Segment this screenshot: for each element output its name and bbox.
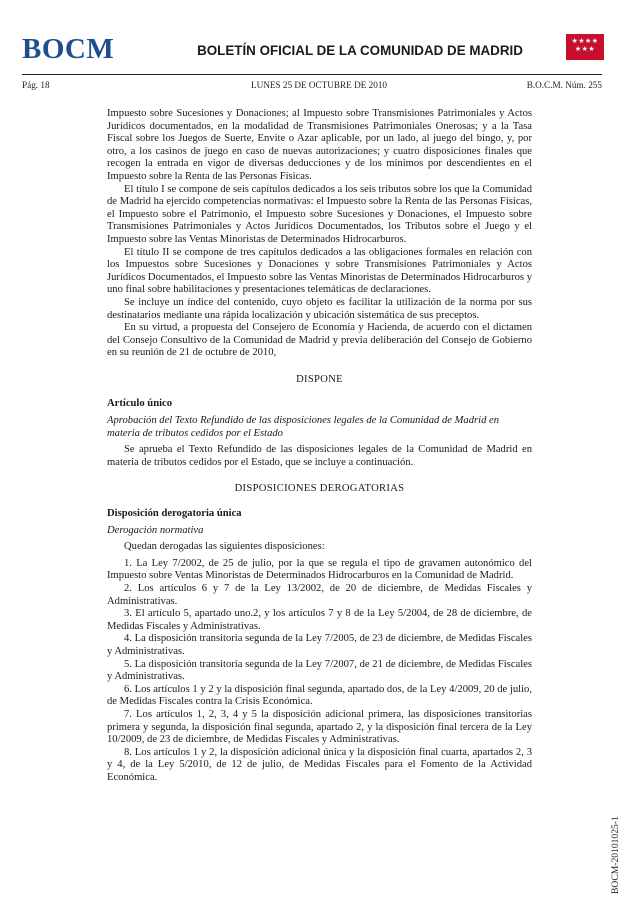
list-item: 8. Los artículos 1 y 2, la disposición adicional única y la disposición final cuarta, apartados 2, 3 y 4, de la Ley 5/2010, de 12 de julio, de Medidas Fiscales para el Fomento de la Actividad Económica. xyxy=(107,746,532,783)
derogatoria-intro: Quedan derogadas las siguientes disposiciones: xyxy=(124,541,325,553)
paragraph-titulo-2: El título II se compone de tres capítulos dedicados a las obligaciones formales en relación con los Impuestos sobre Sucesiones y Donaciones y sobre Transmisiones Patrimoniales y Actos Jurídicos Documentados, el Impuesto sobre las Ventas Minoristas de Determinados Hidrocarburos y uno final sobre habilitaciones y presentaciones telemáticas de declaraciones. xyxy=(107,246,532,296)
list-item: 2. Los artículos 6 y 7 de la Ley 13/2002, de 20 de diciembre, de Medidas Fiscales y Administrativas. xyxy=(107,583,532,607)
list-item: 5. La disposición transitoria segunda de la Ley 7/2007, de 21 de diciembre, de Medidas Fiscales y Administrativas. xyxy=(107,658,532,683)
articulo-text: Se aprueba el Texto Refundido de las disposiciones legales de la Comunidad de Madrid en materia de tributos cedidos por el Estado, que se incluye a continuación. xyxy=(107,444,532,468)
list-item: 7. Los artículos 1, 2, 3, 4 y 5 la disposición adicional primera, las disposiciones transitorias primera y segunda, la disposición final segunda, apartado 2, y la disposición final tercera de la Ley 10/2009, de 23 de diciembre, de Medidas Fiscales y Administrativas. xyxy=(107,708,532,746)
list-item: 4. La disposición transitoria segunda de la Ley 7/2005, de 23 de diciembre, de Medidas Fiscales y Administrativas. xyxy=(107,633,532,657)
bocm-logo: BOCM xyxy=(22,33,115,65)
bulletin-title: BOLETÍN OFICIAL DE LA COMUNIDAD DE MADRID xyxy=(197,43,523,58)
header-rule xyxy=(22,74,602,75)
derogatorias-heading: DISPOSICIONES DEROGATORIAS xyxy=(234,483,405,495)
derogatoria-title: Disposición derogatoria única xyxy=(107,508,242,520)
document-code: BOCM-20101025-1 xyxy=(610,816,621,894)
list-item: 6. Los artículos 1 y 2 y la disposición final segunda, apartado dos, de la Ley 4/2009, 20 de julio, de Medidas Fiscales contra la Crisis Económica. xyxy=(107,683,532,708)
list-item: 1. La Ley 7/2002, de 25 de julio, por la que se regula el tipo de gravamen autonómico del Impuesto sobre Ventas Minoristas de Determinados Hidrocarburos en la Comunidad de Madrid. xyxy=(107,557,532,582)
derogatoria-subtitle: Derogación normativa xyxy=(107,524,204,536)
paragraph-indice: Se incluye un índice del contenido, cuyo objeto es facilitar la utilización de la norma por sus destinatarios mediante una rápida localización y ubicación sistemática de sus preceptos. xyxy=(107,296,532,321)
issue-date: LUNES 25 DE OCTUBRE DE 2010 xyxy=(250,80,388,90)
document-body xyxy=(107,108,532,785)
articulo-title: Artículo único xyxy=(107,398,173,410)
page-number: Pág. 18 xyxy=(22,80,50,90)
paragraph-virtud: En su virtud, a propuesta del Consejero de Economía y Hacienda, de acuerdo con el dictamen del Consejo Consultivo de la Comunidad de Madrid y previa deliberación del Consejo de Gobierno en su reunión de 21 de octubre de 2010, xyxy=(107,322,532,359)
articulo-subtitle: Aprobación del Texto Refundido de las disposiciones legales de la Comunidad de Madrid en materia de tributos cedidos por el Estado xyxy=(107,415,500,439)
madrid-flag-icon xyxy=(566,34,604,60)
dispone-heading: DISPONE xyxy=(296,373,343,385)
list-item: 3. El artículo 5, apartado uno.2, y los artículos 7 y 8 de la Ley 5/2004, de 28 de diciembre, de Medidas Fiscales y Administrativas. xyxy=(107,608,532,632)
paragraph-titulo-1: El título I se compone de seis capítulos dedicados a los seis tributos sobre los que la Comunidad de Madrid ha ejercido competencias normativas: el Impuesto sobre la Renta de las Personas Físicas, el Impuesto sobre el Patrimonio, el Impuesto sobre Sucesiones y Donaciones, el Impuesto sobre Transmisiones Patrimoniales y Actos Jurídicos Documentados, los Tributos sobre el Juego y el Impuesto sobre las Ventas Minoristas de Determinados Hidrocarburos. xyxy=(107,183,532,245)
paragraph-intro: Impuesto sobre Sucesiones y Donaciones; al Impuesto sobre Transmisiones Patrimoniales y Actos Jurídicos documentados, en la modalidad de Transmisiones Patrimoniales Onerosas; y a la Tasa Fiscal sobre los Juegos de Suerte, Envite o Azar aplicable, por un lado, al juego del bingo, y, por otro, a los casinos de juego en caso de nuevas autorizaciones; y cuatro disposiciones finales que recogen la entrada en vigor de diversas deducciones y de los mínimos por descendientes en el Impuesto sobre la Renta de las Personas Físicas. xyxy=(107,108,532,182)
issue-number: B.O.C.M. Núm. 255 xyxy=(526,80,602,90)
flag-stars: ★★★★ ★★★ xyxy=(571,37,599,53)
